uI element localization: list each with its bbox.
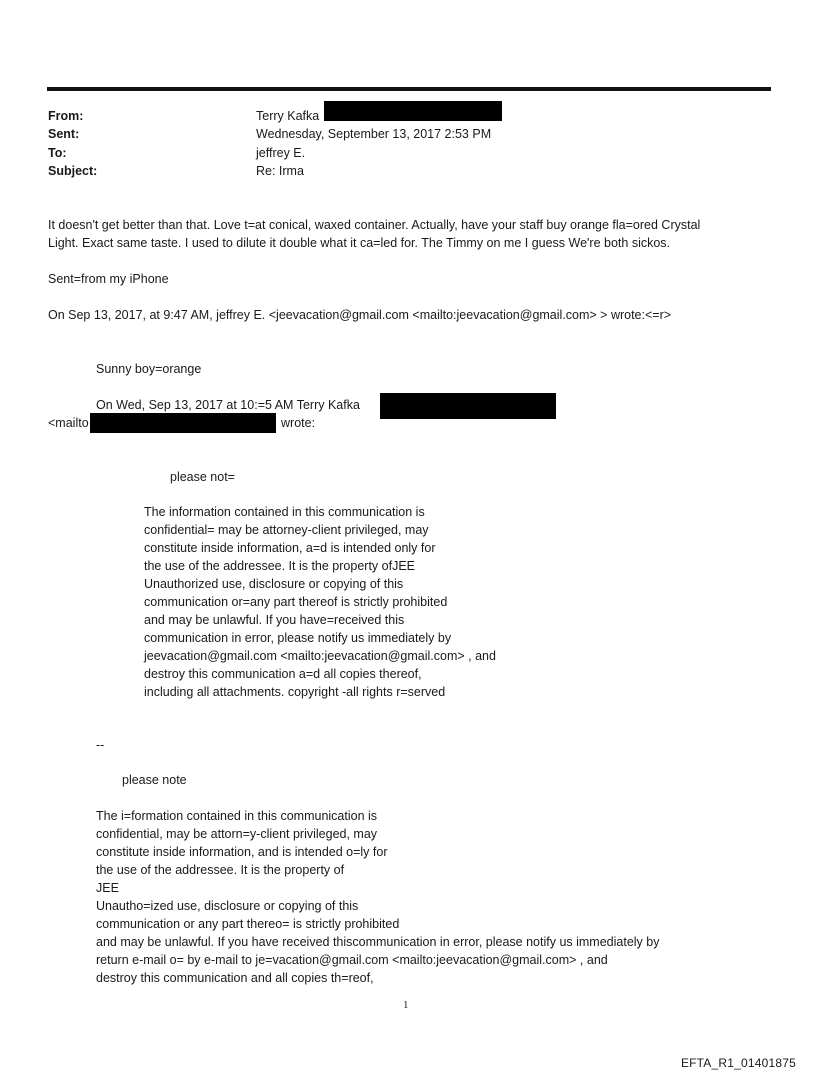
document-id: EFTA_R1_01401875	[680, 1056, 796, 1070]
please-note-1: please not=	[170, 470, 235, 484]
to-label: To:	[48, 146, 67, 160]
redaction-block	[324, 101, 502, 121]
sent-label: Sent:	[48, 127, 80, 141]
disclaimer-2	[96, 807, 659, 987]
subject-value: Re: Irma	[256, 164, 304, 178]
from-value: Terry Kafka	[256, 109, 320, 123]
disclaimer-line: confidential= may be attorney-client privileged, may	[144, 523, 429, 537]
disclaimer-line: return e-mail o= by e-mail to je=vacation@gmail.com <mailto:jeevacation@gmail.com> , and	[96, 953, 608, 967]
disclaimer-line: communication or=any part thereof is strictly prohibited	[144, 595, 448, 609]
quote-wrote: wrote:	[281, 416, 316, 430]
disclaimer-1	[144, 503, 496, 701]
disclaimer-line: The i=formation contained in this communication is	[96, 809, 378, 823]
body-line: It doesn't get better than that. Love t=at conical, waxed container. Actually, have your staff buy orange fla=ored Crystal	[48, 218, 701, 232]
disclaimer-line: Unautho=ized use, disclosure or copying of this	[96, 899, 359, 913]
quote-attribution-2: On Wed, Sep 13, 2017 at 10:=5 AM Terry Kafka	[96, 398, 360, 412]
disclaimer-line: jeevacation@gmail.com <mailto:jeevacation@gmail.com> , and	[144, 649, 496, 663]
header-rule	[47, 87, 771, 91]
subject-label: Subject:	[48, 164, 98, 178]
to-value: jeffrey E.	[256, 146, 306, 160]
disclaimer-line: confidential, may be attorn=y-client privileged, may	[96, 827, 378, 841]
sent-value: Wednesday, September 13, 2017 2:53 PM	[256, 127, 492, 141]
disclaimer-line: and may be unlawful. If you have received thiscommunication in error, please notify us immediately by	[96, 935, 660, 949]
disclaimer-line: communication or any part thereo= is strictly prohibited	[96, 917, 400, 931]
disclaimer-line: including all attachments. copyright -all rights r=served	[144, 685, 446, 699]
disclaimer-line: destroy this communication and all copies th=reof,	[96, 971, 374, 985]
disclaimer-line: The information contained in this communication is	[144, 505, 425, 519]
quote-mailto-start: <mailto	[48, 416, 89, 430]
disclaimer-line: and may be unlawful. If you have=received this	[144, 613, 405, 627]
disclaimer-line: the use of the addressee. It is the property ofJEE	[144, 559, 415, 573]
disclaimer-line: JEE	[96, 881, 119, 895]
body-line: Light. Exact same taste. I used to dilute it double what it ca=led for. The Timmy on me I guess We're both sickos.	[48, 236, 671, 250]
message-paragraph	[48, 216, 700, 252]
separator: --	[96, 738, 105, 752]
quote-attribution: On Sep 13, 2017, at 9:47 AM, jeffrey E. <jeevacation@gmail.com <mailto:jeevacation@gmail.com> > wrote:<=r>	[48, 308, 672, 322]
signature: Sent=from my iPhone	[48, 272, 169, 286]
please-note-2: please note	[122, 773, 187, 787]
redaction-block	[380, 393, 556, 419]
redaction-block	[90, 413, 276, 433]
disclaimer-line: constitute inside information, a=d is intended only for	[144, 541, 436, 555]
disclaimer-line: the use of the addressee. It is the property of	[96, 863, 345, 877]
disclaimer-line: Unauthorized use, disclosure or copying of this	[144, 577, 404, 591]
disclaimer-line: constitute inside information, and is intended o=ly for	[96, 845, 388, 859]
disclaimer-line: communication in error, please notify us immediately by	[144, 631, 452, 645]
disclaimer-line: destroy this communication a=d all copies thereof,	[144, 667, 422, 681]
page-number: 1	[403, 999, 409, 1011]
from-label: From:	[48, 109, 84, 123]
quoted-text: Sunny boy=orange	[96, 362, 202, 376]
